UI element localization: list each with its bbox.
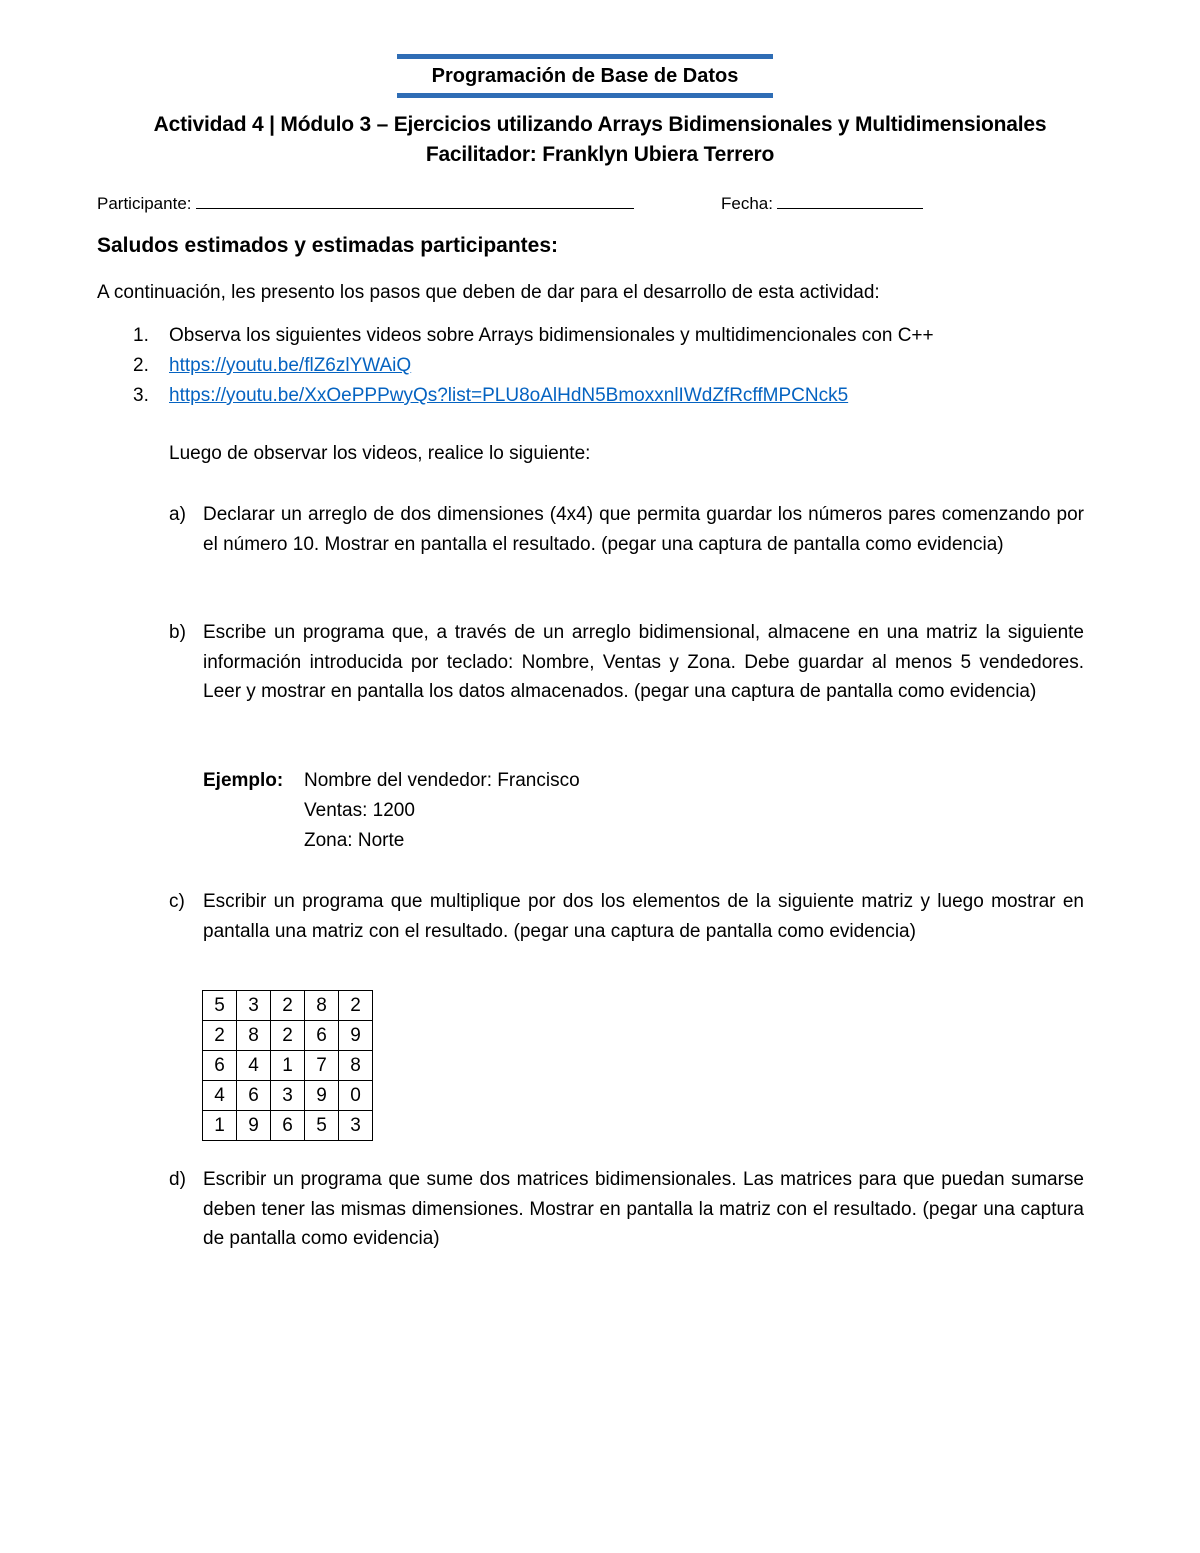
task-label: a)	[169, 504, 186, 525]
matrix-cell: 5	[203, 991, 237, 1021]
matrix-cell: 7	[305, 1051, 339, 1081]
matrix-row	[203, 991, 373, 1021]
task-d	[169, 1165, 1084, 1254]
task-text: Escribir un programa que multiplique por dos los elementos de la siguiente matriz y luego mostrar en pantalla una matriz con el resultado. (pegar una captura de pantalla como evidencia)	[203, 891, 1084, 942]
task-a	[169, 500, 1084, 559]
matrix-row	[203, 1111, 373, 1141]
course-title: Programación de Base de Datos	[431, 65, 739, 87]
matrix-cell: 5	[305, 1111, 339, 1141]
matrix-cell: 1	[271, 1051, 305, 1081]
matrix-cell: 0	[339, 1081, 373, 1111]
task-b	[169, 618, 1084, 707]
task-label: d)	[169, 1169, 186, 1190]
task-text: Declarar un arreglo de dos dimensiones (4x4) que permita guardar los números pares comenzando por el número 10. Mostrar en pantalla el resultado. (pegar una captura de pantalla como evidencia)	[203, 504, 1084, 555]
matrix-cell: 9	[237, 1111, 271, 1141]
title-bottom-rule	[397, 93, 773, 98]
matrix-cell: 2	[203, 1021, 237, 1051]
date-label: Fecha:	[721, 194, 773, 213]
task-label: b)	[169, 622, 186, 643]
matrix-cell: 3	[339, 1111, 373, 1141]
example-line: Ventas: 1200	[304, 800, 415, 821]
matrix-cell: 8	[339, 1051, 373, 1081]
matrix-cell: 6	[237, 1081, 271, 1111]
participant-field	[97, 191, 634, 214]
matrix-row	[203, 1051, 373, 1081]
matrix-cell: 8	[305, 991, 339, 1021]
task-label: c)	[169, 891, 185, 912]
step-number: 3.	[133, 385, 149, 406]
facilitator-line: Facilitador: Franklyn Ubiera Terrero	[425, 143, 775, 166]
step-text: Observa los siguientes videos sobre Arrays bidimensionales y multidimencionales con C++	[169, 325, 934, 346]
participant-label: Participante:	[97, 194, 192, 213]
example-label: Ejemplo:	[203, 770, 284, 791]
matrix-cell: 2	[271, 991, 305, 1021]
task-text: Escribir un programa que sume dos matrices bidimensionales. Las matrices para que puedan sumarse deben tener las mismas dimensiones. Mostrar en pantalla la matriz con el resultado. (pegar una captura de pantalla como evidencia)	[203, 1169, 1084, 1249]
matrix-cell: 8	[237, 1021, 271, 1051]
matrix-cell: 9	[339, 1021, 373, 1051]
matrix-cell: 3	[271, 1081, 305, 1111]
task-c	[169, 887, 1084, 946]
step-item	[133, 325, 934, 347]
matrix-cell: 2	[271, 1021, 305, 1051]
activity-title: Actividad 4 | Módulo 3 – Ejercicios utilizando Arrays Bidimensionales y Multidimensionales	[153, 113, 1047, 136]
course-title-block	[397, 54, 773, 98]
matrix-cell: 4	[237, 1051, 271, 1081]
matrix-cell: 9	[305, 1081, 339, 1111]
matrix-cell: 6	[203, 1051, 237, 1081]
after-videos-text: Luego de observar los videos, realice lo siguiente:	[169, 443, 591, 464]
step-item	[133, 385, 848, 407]
greeting-heading: Saludos estimados y estimadas participantes:	[97, 234, 558, 257]
matrix-cell: 3	[237, 991, 271, 1021]
intro-paragraph: A continuación, les presento los pasos que deben de dar para el desarrollo de esta actividad:	[97, 282, 880, 303]
matrix-cell: 6	[271, 1111, 305, 1141]
matrix-row	[203, 1081, 373, 1111]
example-line: Nombre del vendedor: Francisco	[304, 770, 580, 791]
date-field	[721, 191, 923, 214]
matrix-cell: 1	[203, 1111, 237, 1141]
matrix-cell: 4	[203, 1081, 237, 1111]
matrix-cell: 6	[305, 1021, 339, 1051]
date-blank-line[interactable]	[777, 191, 923, 209]
matrix-cell: 2	[339, 991, 373, 1021]
task-text: Escribe un programa que, a través de un arreglo bidimensional, almacene en una matriz la siguiente información introducida por teclado: Nombre, Ventas y Zona. Debe guardar al menos 5 vendedores. Leer y mostrar en pantalla los datos almacenados. (pegar una captura de pantalla como evidencia)	[203, 622, 1084, 702]
video-link-1[interactable]: https://youtu.be/flZ6zlYWAiQ	[169, 355, 412, 376]
participant-blank-line[interactable]	[196, 191, 634, 209]
step-number: 1.	[133, 325, 149, 346]
matrix-row	[203, 1021, 373, 1051]
video-link-2[interactable]: https://youtu.be/XxOePPPwyQs?list=PLU8oAlHdN5BmoxxnlIWdZfRcffMPCNck5	[169, 385, 849, 406]
step-item	[133, 355, 411, 377]
example-line: Zona: Norte	[304, 830, 405, 851]
number-matrix	[202, 990, 373, 1141]
step-number: 2.	[133, 355, 149, 376]
